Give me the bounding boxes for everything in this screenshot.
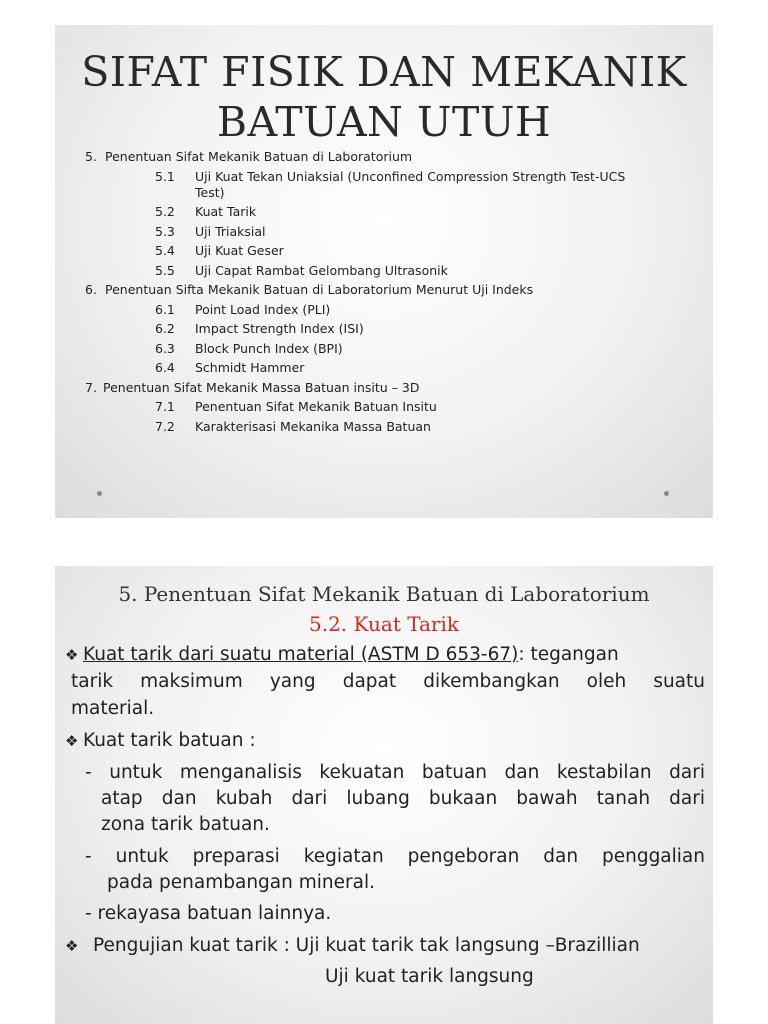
toc-number: 6.2 [155,321,175,336]
diamond-bullet-icon: ❖ [65,646,79,664]
toc-text: Penentuan Sifat Mekanik Batuan Insitu [195,399,437,414]
toc-text: Penentuan Sifat Mekanik Batuan di Laboratorium [105,149,413,164]
list-item-continuation: atap dan kubah dari lubang bukaan bawah tanah dari [101,788,705,809]
toc-number: 6.3 [155,340,175,356]
toc-text: Point Load Index (PLI) [195,301,331,317]
bullet-definition [65,644,705,665]
toc-text: Block Punch Index (BPI) [195,340,343,356]
toc-text: Uji Triaksial [195,223,266,239]
toc-number: 5. [85,149,97,164]
toc-text: Karakterisasi Mekanika Massa Batuan [195,418,431,434]
toc-text: Test) [195,184,225,200]
toc-number: 7.1 [155,399,175,414]
decorative-dot-right [664,491,669,496]
toc-number: 5.2 [155,204,175,219]
definition-term: Kuat tarik dari suatu material (ASTM D 653-67) [83,644,519,665]
toc-number: 5.5 [155,262,175,278]
slide-subtitle: 5.2. Kuat Tarik [308,612,459,636]
toc-number: 5.3 [155,223,175,239]
list-item: - rekayasa batuan lainnya. [85,903,332,924]
bullet-label: Kuat tarik batuan : [83,730,256,751]
definition-text: : tegangan [518,644,619,665]
toc-text: Impact Strength Index (ISI) [195,321,364,336]
definition-line: material. [71,698,155,719]
toc-number: 7.2 [155,418,175,434]
bullet-text: Pengujian kuat tarik : Uji kuat tarik tak langsung –Brazillian [93,935,640,956]
toc-number: 6. [85,282,97,297]
toc-number: 5.4 [155,243,175,258]
toc-text: Uji Kuat Tekan Uniaksial (Unconfined Compression Strength Test-UCS [195,168,626,184]
toc-text: Kuat Tarik [195,204,257,219]
toc-number: 6.4 [155,360,175,375]
list-item-continuation: zona tarik batuan. [101,814,270,835]
toc-number: 5.1 [155,168,175,184]
list-item: - untuk menganalisis kekuatan batuan dan kestabilan dari [85,762,705,783]
list-item-continuation: pada penambangan mineral. [107,872,375,893]
toc-number: 6.1 [155,301,175,317]
diamond-bullet-icon: ❖ [65,732,79,750]
decorative-dot-left [97,491,102,496]
definition-line: tarik maksimum yang dapat dikembangkan oleh suatu [71,671,705,692]
diamond-bullet-icon: ❖ [65,937,79,955]
slide-kuat-tarik [55,566,713,1024]
toc-number: 7. [85,379,97,395]
title-line-1: SIFAT FISIK DAN MEKANIK [81,48,687,96]
toc-text: Uji Capat Rambat Gelombang Ultrasonik [195,262,448,278]
slide-title [55,47,713,147]
toc-text: Penentuan Sifat Mekanik Massa Batuan insitu – 3D [103,379,420,395]
toc-text: Uji Kuat Geser [195,243,284,258]
title-line-2: BATUAN UTUH [216,98,552,146]
slide-title: 5. Penentuan Sifat Mekanik Batuan di Laboratorium [118,582,650,606]
toc-text: Penentuan Sifta Mekanik Batuan di Laboratorium Menurut Uji Indeks [105,282,534,297]
toc-text: Schmidt Hammer [195,360,305,375]
list-item-continuation: Uji kuat tarik langsung [325,966,534,987]
bullet-pengujian [65,935,640,956]
list-item: - untuk preparasi kegiatan pengeboran dan penggalian [85,846,705,867]
slide-toc [55,25,713,518]
bullet-kuat-tarik-batuan [65,730,256,751]
